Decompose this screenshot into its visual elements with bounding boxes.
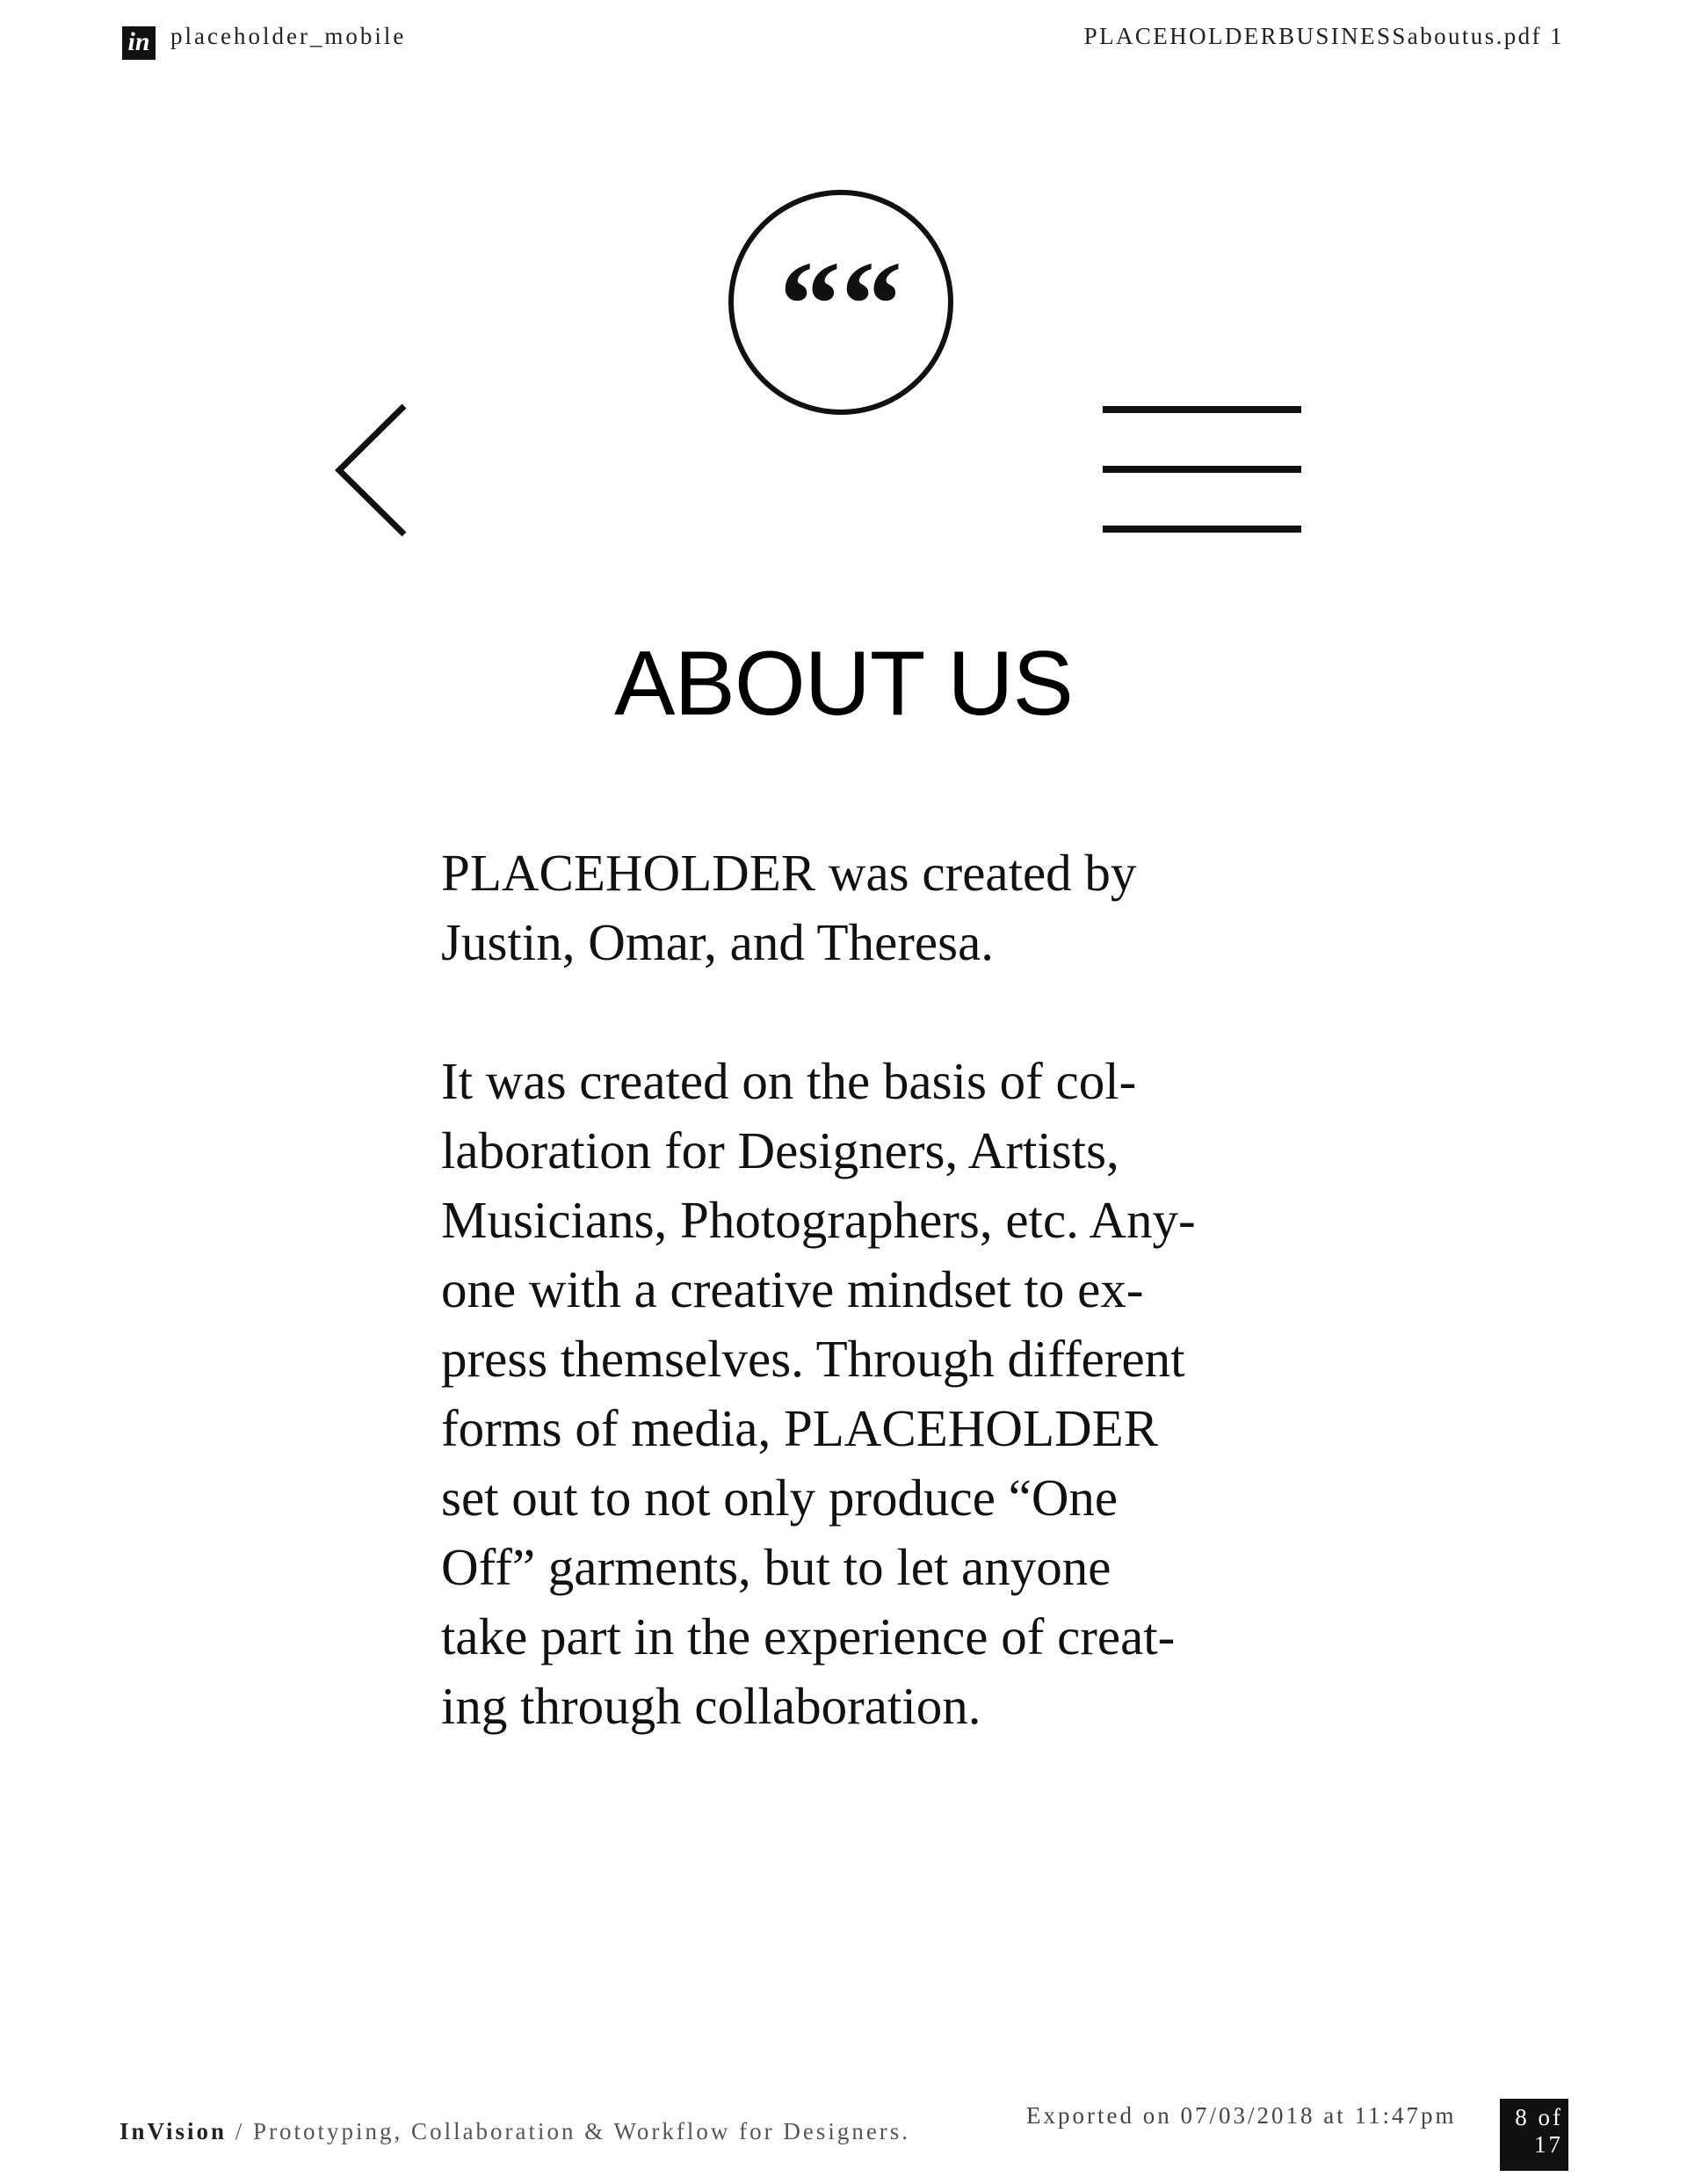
body-line: PLACEHOLDER was created by [441,844,1137,902]
body-line: press themselves. Through different [441,1330,1185,1388]
about-body [441,838,1285,1741]
body-line: Musicians, Photographers, etc. Any- [441,1191,1196,1249]
page-counter [1500,2099,1568,2171]
brand-name: InVision [119,2118,228,2144]
body-line: one with a creative mindset to ex- [441,1260,1144,1318]
body-line: Off” garments, but to let anyone [441,1538,1111,1596]
footer-brand [119,2118,910,2145]
invision-logo-icon: in [122,26,156,60]
body-line: It was created on the basis of col- [441,1052,1137,1110]
body-line: Justin, Omar, and Theresa. [441,913,995,971]
body-line: take part in the experience of creat- [441,1607,1176,1665]
menu-bar-middle [1103,466,1301,473]
quote-circle-logo-icon[interactable] [728,189,954,416]
paragraph-gap [441,977,1285,1047]
chevron-left-icon[interactable] [332,403,411,538]
menu-bar-top [1103,406,1301,413]
hamburger-menu-icon[interactable] [1103,403,1301,536]
body-line: set out to not only produce “One [441,1469,1119,1527]
menu-bar-bottom [1103,526,1301,533]
logo-quote-glyph: ““ [779,236,902,373]
project-name: placeholder_mobile [170,23,407,49]
export-timestamp: Exported on 07/03/2018 at 11:47pm [1026,2102,1457,2129]
body-line: forms of media, PLACEHOLDER [441,1399,1159,1457]
body-line: ing through collaboration. [441,1677,981,1735]
page-title: ABOUT US [614,633,1073,735]
body-line: laboration for Designers, Artists, [441,1121,1119,1179]
page-total: 17 [1534,2131,1563,2158]
brand-tagline: / Prototyping, Collaboration & Workflow for Designers. [227,2118,911,2144]
file-name: PLACEHOLDERBUSINESSaboutus.pdf 1 [1083,23,1564,49]
page-current: 8 of [1515,2104,1563,2130]
